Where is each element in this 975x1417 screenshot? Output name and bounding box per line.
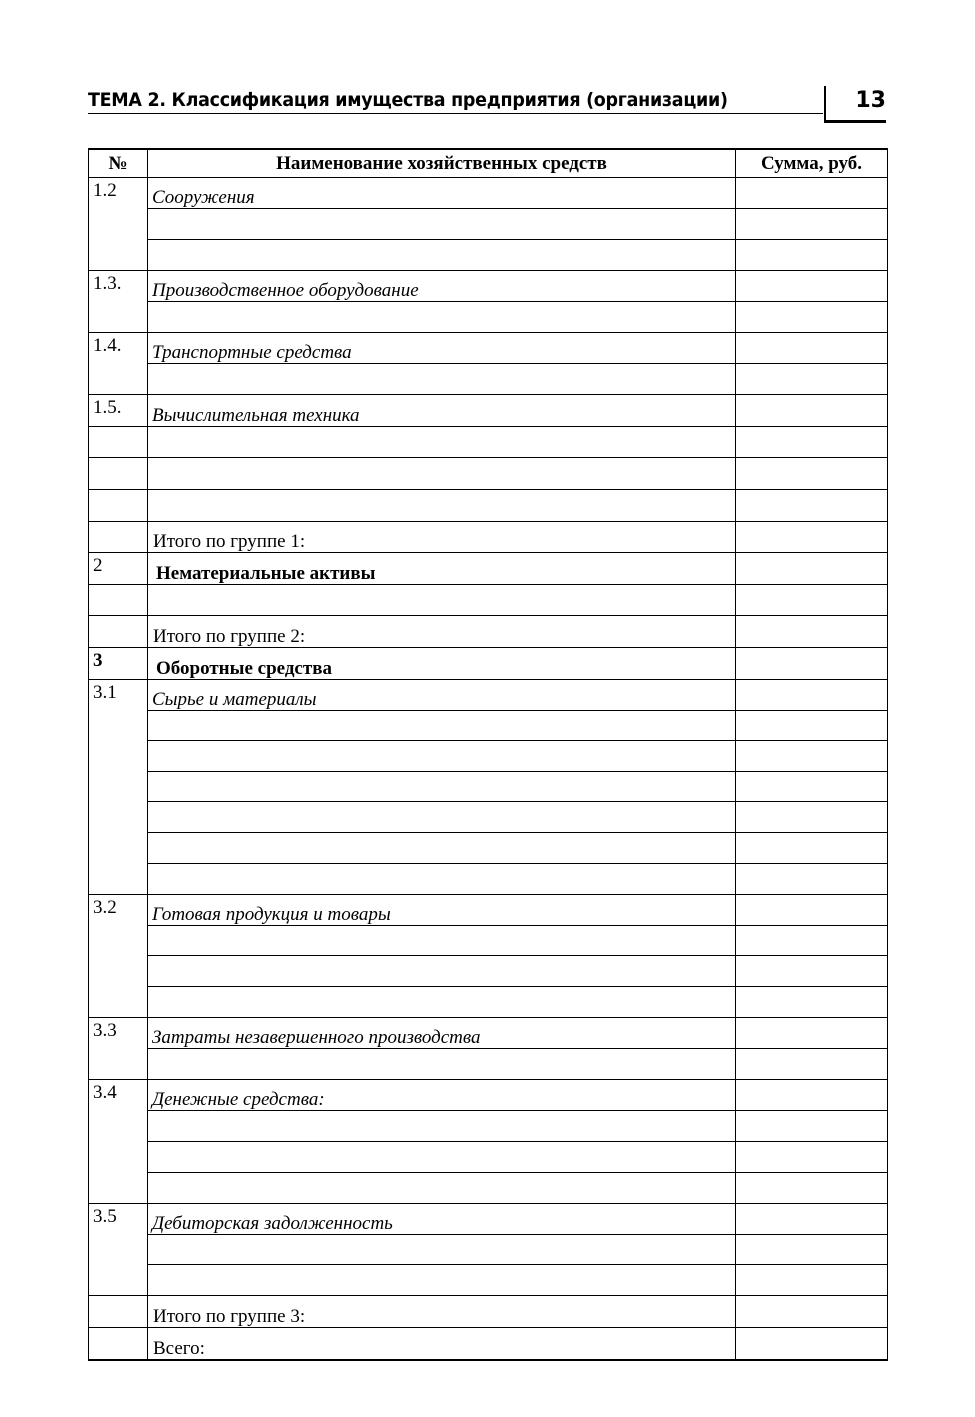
row-sum-cell[interactable] — [736, 986, 888, 1017]
row-name-cell[interactable]: Итого по группе 2: — [148, 616, 736, 648]
row-sum-cell[interactable] — [736, 647, 888, 679]
row-name-cell[interactable]: Готовая продукция и товары — [148, 894, 736, 925]
row-number-cell — [89, 584, 148, 616]
row-sum-cell[interactable] — [736, 458, 888, 490]
row-sum-cell[interactable] — [736, 178, 888, 209]
row-number-cell — [89, 802, 148, 833]
row-number-cell — [89, 1234, 148, 1265]
row-sum-cell[interactable] — [736, 239, 888, 270]
row-number-cell: 3.5 — [89, 1203, 148, 1234]
row-name-cell[interactable]: Оборотные средства — [148, 647, 736, 679]
page-number: 13 — [855, 88, 886, 113]
table-row — [89, 863, 888, 894]
row-sum-cell[interactable] — [736, 771, 888, 802]
table-row — [89, 1080, 888, 1111]
row-sum-cell[interactable] — [736, 802, 888, 833]
row-sum-cell[interactable] — [736, 1265, 888, 1296]
row-name-cell[interactable] — [148, 209, 736, 240]
row-name-cell[interactable]: Нематериальные активы — [148, 553, 736, 585]
row-sum-cell[interactable] — [736, 710, 888, 741]
row-sum-cell[interactable] — [736, 956, 888, 987]
row-sum-cell[interactable] — [736, 301, 888, 332]
table-row — [89, 832, 888, 863]
row-number-cell — [89, 925, 148, 956]
row-name-cell[interactable]: Итого по группе 3: — [148, 1296, 736, 1328]
table-row — [89, 1049, 888, 1080]
row-name-cell[interactable] — [148, 741, 736, 772]
table-header-row — [89, 149, 888, 178]
table-row — [89, 1296, 888, 1328]
row-name-cell[interactable]: Сооружения — [148, 178, 736, 209]
row-sum-cell[interactable] — [736, 616, 888, 648]
row-name-cell[interactable] — [148, 239, 736, 270]
row-name-cell[interactable] — [148, 458, 736, 490]
row-name-cell[interactable]: Всего: — [148, 1327, 736, 1359]
row-sum-cell[interactable] — [736, 209, 888, 240]
table-row — [89, 802, 888, 833]
row-number-cell — [89, 616, 148, 648]
row-number-cell — [89, 1049, 148, 1080]
row-name-cell[interactable] — [148, 1265, 736, 1296]
row-number-cell — [89, 986, 148, 1017]
page-number-underline — [824, 120, 886, 123]
table-row — [89, 332, 888, 363]
header-underline — [88, 113, 823, 114]
row-number-cell — [89, 239, 148, 270]
table-body — [89, 178, 888, 1360]
row-number-cell — [89, 741, 148, 772]
row-number-cell — [89, 956, 148, 987]
column-header-number: № — [89, 149, 148, 178]
table-row — [89, 1203, 888, 1234]
table-row — [89, 458, 888, 490]
table-row — [89, 301, 888, 332]
row-name-cell[interactable] — [148, 584, 736, 616]
table-row — [89, 1141, 888, 1172]
row-sum-cell[interactable] — [736, 584, 888, 616]
table-row — [89, 209, 888, 240]
row-name-cell[interactable] — [148, 925, 736, 956]
table-row — [89, 395, 888, 427]
row-number-cell — [89, 364, 148, 395]
table-row — [89, 894, 888, 925]
row-sum-cell[interactable] — [736, 489, 888, 521]
row-sum-cell[interactable] — [736, 332, 888, 363]
row-number-cell — [89, 521, 148, 553]
row-number-cell — [89, 1265, 148, 1296]
row-number-cell — [89, 832, 148, 863]
row-name-cell[interactable] — [148, 1141, 736, 1172]
row-number-cell — [89, 1296, 148, 1328]
row-sum-cell[interactable] — [736, 894, 888, 925]
row-name-cell[interactable]: Денежные средства: — [148, 1080, 736, 1111]
row-name-cell[interactable] — [148, 802, 736, 833]
row-number-cell — [89, 426, 148, 458]
row-sum-cell[interactable] — [736, 426, 888, 458]
row-name-cell[interactable] — [148, 771, 736, 802]
row-sum-cell[interactable] — [736, 270, 888, 301]
table-row — [89, 1111, 888, 1142]
table-row — [89, 710, 888, 741]
row-name-cell[interactable] — [148, 956, 736, 987]
row-name-cell[interactable]: Вычислительная техника — [148, 395, 736, 427]
row-name-cell[interactable]: Производственное оборудование — [148, 270, 736, 301]
row-sum-cell[interactable] — [736, 395, 888, 427]
table-row — [89, 925, 888, 956]
assets-table — [88, 148, 888, 1361]
row-number-cell — [89, 710, 148, 741]
row-name-cell[interactable] — [148, 489, 736, 521]
row-number-cell: 1.2 — [89, 178, 148, 209]
row-sum-cell[interactable] — [736, 1234, 888, 1265]
table-row — [89, 489, 888, 521]
header-divider — [824, 86, 826, 122]
row-number-cell — [89, 1172, 148, 1203]
row-sum-cell[interactable] — [736, 1327, 888, 1359]
table-row — [89, 1234, 888, 1265]
row-number-cell — [89, 1141, 148, 1172]
row-number-cell: 3.4 — [89, 1080, 148, 1111]
table-row — [89, 1172, 888, 1203]
row-sum-cell[interactable] — [736, 1111, 888, 1142]
table-row — [89, 553, 888, 585]
row-name-cell[interactable] — [148, 986, 736, 1017]
row-sum-cell[interactable] — [736, 1203, 888, 1234]
row-sum-cell[interactable] — [736, 863, 888, 894]
row-number-cell — [89, 301, 148, 332]
row-number-cell — [89, 458, 148, 490]
table-row — [89, 679, 888, 710]
row-name-cell[interactable]: Итого по группе 1: — [148, 521, 736, 553]
row-number-cell: 2 — [89, 553, 148, 585]
table-row — [89, 584, 888, 616]
row-number-cell — [89, 489, 148, 521]
row-number-cell: 1.4. — [89, 332, 148, 363]
page-header — [88, 86, 886, 124]
page-title: ТЕМА 2. Классификация имущества предприятия (организации) — [88, 89, 728, 111]
row-name-cell[interactable] — [148, 1234, 736, 1265]
row-number-cell — [89, 771, 148, 802]
row-name-cell[interactable]: Сырье и материалы — [148, 679, 736, 710]
table-row — [89, 986, 888, 1017]
table-row — [89, 1327, 888, 1359]
table-row — [89, 1018, 888, 1049]
table-row — [89, 1265, 888, 1296]
row-number-cell — [89, 1327, 148, 1359]
row-sum-cell[interactable] — [736, 1296, 888, 1328]
row-sum-cell[interactable] — [736, 1049, 888, 1080]
row-name-cell[interactable]: Затраты незавершенного производства — [148, 1018, 736, 1049]
row-sum-cell[interactable] — [736, 553, 888, 585]
row-sum-cell[interactable] — [736, 1018, 888, 1049]
row-sum-cell[interactable] — [736, 364, 888, 395]
row-number-cell — [89, 209, 148, 240]
row-sum-cell[interactable] — [736, 832, 888, 863]
row-number-cell: 3.2 — [89, 894, 148, 925]
row-sum-cell[interactable] — [736, 1080, 888, 1111]
table-row — [89, 956, 888, 987]
row-name-cell[interactable] — [148, 863, 736, 894]
table-row — [89, 741, 888, 772]
column-header-name: Наименование хозяйственных средств — [148, 149, 736, 178]
table-row — [89, 771, 888, 802]
column-header-sum: Сумма, руб. — [736, 149, 888, 178]
row-sum-cell[interactable] — [736, 925, 888, 956]
table-row — [89, 426, 888, 458]
row-name-cell[interactable] — [148, 364, 736, 395]
row-number-cell: 1.5. — [89, 395, 148, 427]
row-sum-cell[interactable] — [736, 741, 888, 772]
row-name-cell[interactable] — [148, 1172, 736, 1203]
table-row — [89, 239, 888, 270]
row-sum-cell[interactable] — [736, 679, 888, 710]
table-row — [89, 647, 888, 679]
row-number-cell — [89, 1111, 148, 1142]
table-row — [89, 364, 888, 395]
row-name-cell[interactable]: Транспортные средства — [148, 332, 736, 363]
row-name-cell[interactable] — [148, 301, 736, 332]
row-sum-cell[interactable] — [736, 521, 888, 553]
row-name-cell[interactable] — [148, 710, 736, 741]
row-name-cell[interactable] — [148, 426, 736, 458]
row-name-cell[interactable] — [148, 1049, 736, 1080]
row-name-cell[interactable] — [148, 832, 736, 863]
row-number-cell: 3 — [89, 647, 148, 679]
row-number-cell — [89, 863, 148, 894]
table-row — [89, 616, 888, 648]
row-name-cell[interactable]: Дебиторская задолженность — [148, 1203, 736, 1234]
row-name-cell[interactable] — [148, 1111, 736, 1142]
row-number-cell: 1.3. — [89, 270, 148, 301]
table-row — [89, 521, 888, 553]
table-row — [89, 178, 888, 209]
table-row — [89, 270, 888, 301]
row-sum-cell[interactable] — [736, 1172, 888, 1203]
row-sum-cell[interactable] — [736, 1141, 888, 1172]
row-number-cell: 3.1 — [89, 679, 148, 710]
row-number-cell: 3.3 — [89, 1018, 148, 1049]
